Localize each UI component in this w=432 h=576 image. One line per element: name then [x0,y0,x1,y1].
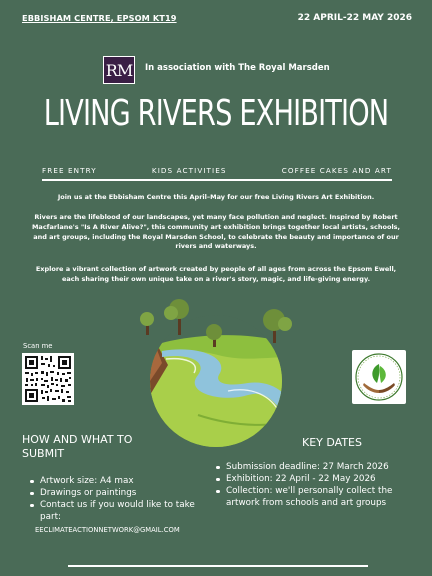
key-dates-heading: KEY DATES [302,436,362,449]
body-paragraph-2: Explore a vibrant collection of artwork created by people of all ages from across the Epsom Ewell, each sharing their own unique take on a river's story, magic, and life-giving energy. [35,265,397,283]
key-dates-list [216,461,416,509]
contact-email[interactable]: EECLIMATEACTIONNETWORK@GMAIL.COM [35,526,180,534]
list-item: Submission deadline: 27 March 2026 [216,461,416,473]
list-item: Collection: we'll personally collect the artwork from schools and art groups [216,485,416,509]
qr-code-icon [22,353,74,405]
river-landscape-illustration [128,295,310,447]
logo-text: RM [105,60,133,80]
qr-code[interactable] [22,353,74,405]
association-text: In association with The Royal Marsden [145,63,330,73]
partner-logo [352,350,406,404]
intro-paragraph: Join us at the Ebbisham Centre this April–May for our free Living Rivers Art Exhibition. [57,193,375,201]
royal-marsden-logo [103,56,135,84]
list-item: Drawings or paintings [30,487,210,499]
hands-leaf-logo-icon [352,350,406,404]
feature-kids-activities: KIDS ACTIVITIES [151,166,227,175]
how-to-list [30,475,210,523]
divider [68,565,368,567]
feature-coffee-cakes-art: COFFEE CAKES AND ART [281,166,392,175]
list-item: Artwork size: A4 max [30,475,210,487]
divider [42,179,392,181]
scan-label: Scan me [23,342,53,350]
how-to-heading: HOW AND WHAT TO SUBMIT [22,433,133,460]
exhibition-dates: 22 APRIL-22 MAY 2026 [297,13,412,23]
features-bar [42,166,392,175]
venue-label: EBBISHAM CENTRE, EPSOM KT19 [22,13,177,23]
body-paragraph-1: Rivers are the lifeblood of our landscapes, yet many face pollution and neglect. Inspired by Robert Macfarlane's "Is A River Alive?", this community art exhibition brings together local artists, schools, and art groups, including the Royal Marsden School, to celebrate the beauty and importance of our rivers and waterways. [31,213,401,251]
feature-free-entry: FREE ENTRY [42,166,97,175]
page-title: LIVING RIVERS EXHIBITION [43,93,389,134]
list-item: Exhibition: 22 April - 22 May 2026 [216,473,416,485]
list-item: Contact us if you would like to take part: [30,499,210,523]
